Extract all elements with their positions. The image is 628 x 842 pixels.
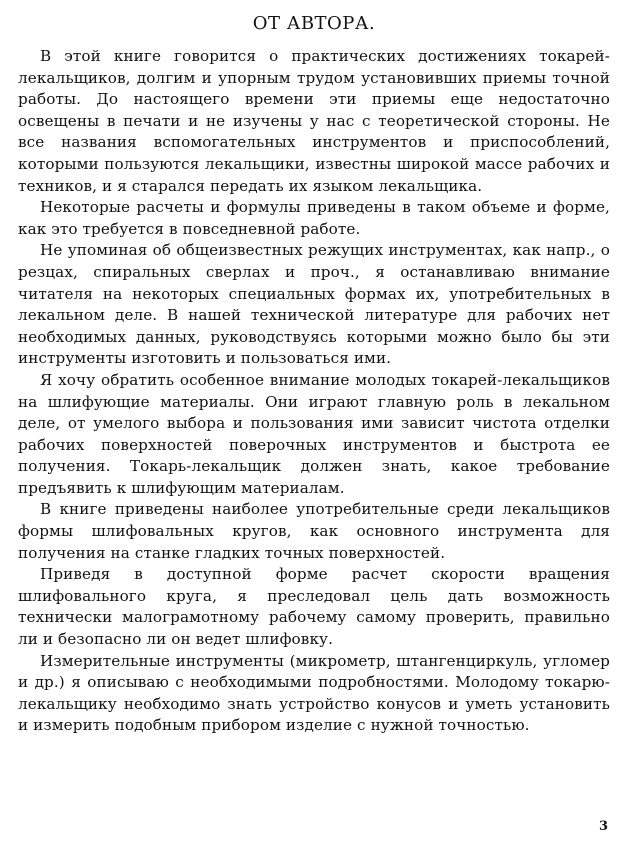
paragraph-5: В книге приведены наиболее употребительные среди лекальщиков формы шлифовальных кругов, как основного инструмента для получения на станке гладких точных поверхностей. — [18, 500, 610, 562]
page-title: ОТ АВТОРА. — [252, 13, 376, 34]
paragraph-1: В этой книге говорится о практических достижениях токарей-лекальщиков, долгим и упорным трудом установивших приемы точной работы. До настоящего времени эти приемы еще недостаточно освещены в печати и не изучены у нас с теоретической стороны. Не все названия вспомогательных инструментов и приспособлений, которыми пользуются лекальщики, известны широкой массе рабочих и техников, и я старался передать их языком лекальщика. — [18, 47, 610, 195]
paragraph-4: Я хочу обратить особенное внимание молодых токарей-лекальщиков на шлифующие материалы. Они играют главную роль в лекальном деле, от умелого выбора и пользования ими зависит чистота отделки рабочих поверхностей поверочных инструментов и быстрота ее получения. Токарь-лекальщик должен знать, какое требование предъявить к шлифующим материалам. — [18, 370, 610, 497]
paragraph-7: Измерительные инструменты (микрометр, штангенциркуль, угломер и др.) я описываю с необходимыми подробностями. Молодому токарю-лекальщику необходимо знать устройство конусов и уметь установить и измерить подобным прибором изделие с нужной точностью. — [18, 651, 610, 735]
paragraph-6: Приведя в доступной форме расчет скорости вращения шлифовального круга, я преследовал цель дать возможность технически малограмотному рабочему самому проверить, правильно ли и безопасно ли он ведет шлифовку. — [18, 565, 610, 649]
book-page — [18, 0, 610, 842]
paragraph-2: Некоторые расчеты и формулы приведены в таком объеме и форме, как это требуется в повседневной работе. — [18, 198, 610, 238]
page-number: 3 — [598, 819, 608, 834]
paragraph-3: Не упоминая об общеизвестных режущих инструментах, как напр., о резцах, спиральных сверлах и проч., я останавливаю внимание читателя на некоторых специальных формах их, употребительных в лекальном деле. В нашей технической литературе для рабочих нет необходимых данных, руководствуясь которыми можно было бы эти инструменты изготовить и пользоваться ими. — [18, 241, 610, 368]
